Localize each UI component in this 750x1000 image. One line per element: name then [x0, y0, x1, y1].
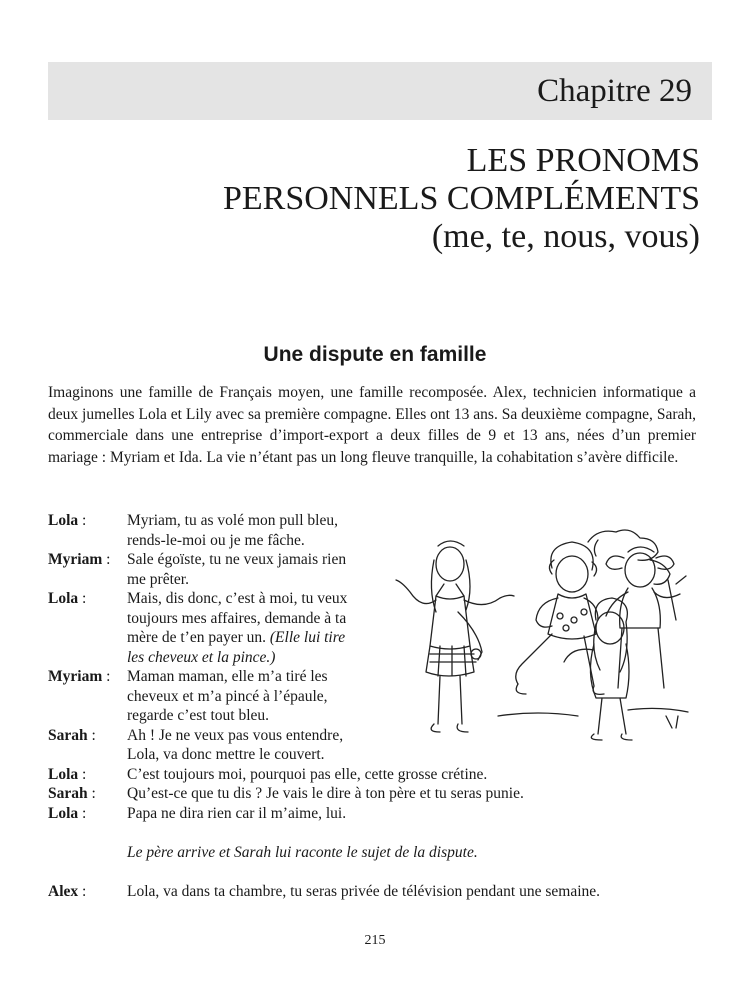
line-text: Mais, dis donc, c’est à moi, tu veux: [127, 590, 348, 607]
line-text: mère de t’en payer un. (Elle lui tire: [127, 629, 346, 646]
line-text: Papa ne dira rien car il m’aime, lui.: [127, 804, 347, 822]
speaker-name: Sarah :: [48, 726, 96, 744]
section-subtitle: Une dispute en famille: [263, 343, 487, 366]
line-text: toujours mes affaires, demande à ta: [127, 609, 347, 627]
speaker-name: Lola :: [48, 765, 87, 783]
dialogue-line: [48, 804, 713, 824]
stage-note: les cheveux et la pince.): [127, 648, 276, 666]
chapter-header-bar: [48, 62, 712, 120]
line-text: Lola, va dans ta chambre, tu seras privée de télévision pendant une semaine.: [127, 882, 601, 900]
intro-paragraph: Imaginons une famille de Français moyen, une famille recomposée. Alex, technicien informatique a deux jumelles Lola et Lily avec sa première compagne. Elles ont 13 ans. Sa deuxième compagne, Sarah, commerciale dans une entreprise d’import-export a deux filles de 9 et 13 ans, nées d’un premier mariage : Myriam et Ida. La vie n’étant pas un long fleuve tranquille, la cohabitation s’avère difficile.: [48, 384, 696, 466]
line-text: Maman maman, elle m’a tiré les: [127, 668, 328, 685]
line-text: me prêter.: [127, 570, 189, 588]
girls-arguing-illustration: [388, 520, 693, 742]
line-text: C’est toujours moi, pourquoi pas elle, cette grosse crétine.: [127, 765, 488, 783]
line-text: Sale égoïste, tu ne veux jamais rien: [127, 551, 347, 568]
chapter-label: Chapitre 29: [537, 73, 692, 109]
speaker-name: Myriam :: [48, 668, 111, 685]
line-text: regarde c’est tout bleu.: [127, 707, 270, 724]
chapter-title: [223, 142, 700, 256]
title-line-1: LES PRONOMS: [466, 142, 700, 179]
line-text: Myriam, tu as volé mon pull bleu,: [127, 512, 338, 529]
page-number: 215: [364, 933, 386, 948]
speaker-name: Alex :: [48, 882, 87, 900]
speaker-name: Lola :: [48, 804, 87, 822]
speaker-name: Sarah :: [48, 785, 96, 802]
line-text: rends-le-moi ou je me fâche.: [127, 531, 305, 549]
title-line-3: (me, te, nous, vous): [431, 218, 700, 255]
speaker-name: Lola :: [48, 590, 87, 607]
stage-note: (Elle lui tire: [269, 629, 346, 646]
line-text: cheveux et m’a pincé à l’épaule,: [127, 687, 328, 705]
dialogue-line: [48, 784, 713, 804]
stage-direction: Le père arrive et Sarah lui raconte le sujet de la dispute.: [127, 843, 478, 861]
line-text: Lola, va donc mettre le couvert.: [127, 746, 325, 763]
dialogue-line-final: [48, 882, 713, 902]
speaker-name: Myriam :: [48, 551, 111, 568]
title-line-2: PERSONNELS COMPLÉMENTS: [222, 180, 700, 217]
line-text: Qu’est-ce que tu dis ? Je vais le dire à ton père et tu seras punie.: [127, 785, 524, 802]
dialogue-line: [48, 765, 713, 785]
line-text: Ah ! Je ne veux pas vous entendre,: [127, 726, 344, 744]
speaker-name: Lola :: [48, 512, 87, 529]
